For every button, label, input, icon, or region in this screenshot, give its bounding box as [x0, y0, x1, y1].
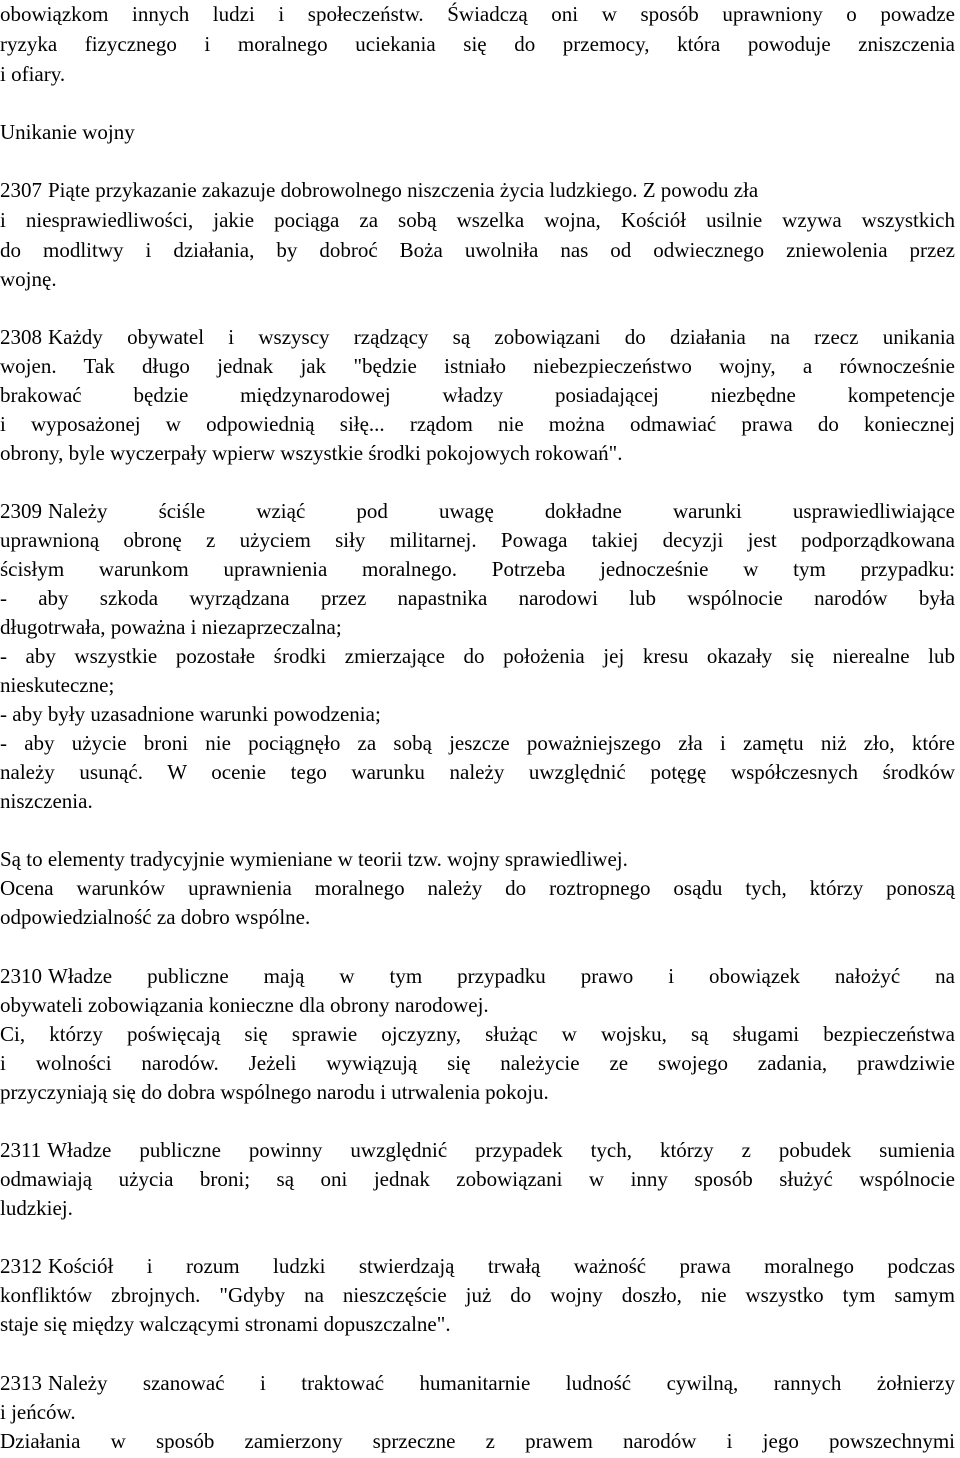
paragraph-2308-line — [0, 323, 955, 352]
text-line: brakować będzie międzynarodowej władzy posiadającej niezbędne kompetencje — [0, 383, 955, 407]
text-line: przyczyniają się do dobra wspólnego narodu i utrwalenia pokoju. — [0, 1080, 549, 1104]
paragraph-text: Każdy obywatel i wszyscy rządzący są zobowiązani do działania na rzecz unikania — [48, 325, 955, 349]
text-line: ścisłym warunkom uprawnienia moralnego. Potrzeba jednocześnie w tym przypadku: — [0, 557, 955, 581]
paragraph-number: 2308 — [0, 325, 42, 349]
text-line: i niesprawiedliwości, jakie pociąga za sobą wszelka wojna, Kościół usilnie wzywa wszystkich — [0, 208, 955, 232]
list-item: - aby wszystkie pozostałe środki zmierzające do położenia jej kresu okazały się nierealne lub — [0, 644, 955, 668]
paragraph-number: 2310 — [0, 964, 42, 988]
paragraph-2307-line — [0, 176, 955, 205]
list-item: - aby użycie broni nie pociągnęło za sobą jeszcze poważniejszego zła i zamętu niż zło, które — [0, 731, 955, 755]
section-heading: Unikanie wojny — [0, 120, 135, 144]
paragraph-2310-line — [0, 962, 955, 991]
text-line: konfliktów zbrojnych. "Gdyby na nieszczęście już do wojny doszło, nie wszystko tym samym — [0, 1283, 955, 1307]
text-line: Działania w sposób zamierzony sprzeczne z prawem narodów i jego powszechnymi — [0, 1429, 955, 1453]
paragraph-2312-line — [0, 1252, 955, 1281]
text-line: i ofiary. — [0, 62, 66, 86]
text-line: Są to elementy tradycyjnie wymieniane w teorii tzw. wojny sprawiedliwej. — [0, 847, 628, 871]
text-line: długotrwała, poważna i niezaprzeczalna; — [0, 615, 342, 639]
list-item: - aby szkoda wyrządzana przez napastnika narodowi lub wspólnocie narodów była — [0, 586, 955, 610]
text-line: ryzyka fizycznego i moralnego uciekania się do przemocy, która powoduje zniszczenia — [0, 32, 955, 56]
paragraph-2309-line — [0, 497, 955, 526]
text-line: ludzkiej. — [0, 1196, 73, 1220]
text-line: odpowiedzialność za dobro wspólne. — [0, 905, 311, 929]
text-line: wojen. Tak długo jednak jak "będzie istniało niebezpieczeństwo wojny, a równocześnie — [0, 354, 955, 378]
paragraph-text: Władze publiczne mają w tym przypadku prawo i obowiązek nałożyć na — [48, 964, 955, 988]
text-line: Ocena warunków uprawnienia moralnego należy do roztropnego osądu tych, którzy ponoszą — [0, 876, 955, 900]
paragraph-text: Władze publiczne powinny uwzględnić przypadek tych, którzy z pobudek sumienia — [47, 1138, 955, 1162]
paragraph-number: 2313 — [0, 1371, 42, 1395]
text-line: obrony, byle wyczerpały wpierw wszystkie środki pokojowych rokowań". — [0, 441, 623, 465]
text-line: niszczenia. — [0, 789, 93, 813]
text-line: staje się między walczącymi stronami dopuszczalne". — [0, 1312, 451, 1336]
text-line: należy usunąć. W ocenie tego warunku należy uwzględnić potęgę współczesnych środków — [0, 760, 955, 784]
paragraph-text: Kościół i rozum ludzki stwierdzają trwałą ważność prawa moralnego podczas — [48, 1254, 955, 1278]
text-line: nieskuteczne; — [0, 673, 115, 697]
paragraph-text: Piąte przykazanie zakazuje dobrowolnego niszczenia życia ludzkiego. Z powodu zła — [48, 178, 759, 202]
text-line: i wyposażonej w odpowiednią siłę... rządom nie można odmawiać prawa do koniecznej — [0, 412, 955, 436]
paragraph-number: 2311 — [0, 1138, 42, 1162]
text-line: odmawiają użycia broni; są oni jednak zobowiązani w inny sposób służyć wspólnocie — [0, 1167, 955, 1191]
paragraph-2313-line — [0, 1369, 955, 1398]
text-line: wojnę. — [0, 267, 57, 291]
paragraph-number: 2312 — [0, 1254, 42, 1278]
list-item: - aby były uzasadnione warunki powodzenia; — [0, 702, 381, 726]
text-line: i wolności narodów. Jeżeli wywiązują się należycie ze swojego zadania, prawdziwie — [0, 1051, 955, 1075]
text-line: obywateli zobowiązania konieczne dla obrony narodowej. — [0, 993, 489, 1017]
text-line: Ci, którzy poświęcają się sprawie ojczyzny, służąc w wojsku, są sługami bezpieczeństwa — [0, 1022, 955, 1046]
text-line: do modlitwy i działania, by dobroć Boża uwolniła nas od odwiecznego zniewolenia przez — [0, 238, 955, 262]
text-line: i jeńców. — [0, 1400, 76, 1424]
paragraph-text: Należy szanować i traktować humanitarnie ludność cywilną, rannych żołnierzy — [48, 1371, 955, 1395]
paragraph-number: 2307 — [0, 178, 42, 202]
paragraph-text: Należy ściśle wziąć pod uwagę dokładne warunki usprawiedliwiające — [48, 499, 955, 523]
text-line: obowiązkom innych ludzi i społeczeństw. Świadczą oni w sposób uprawniony o powadze — [0, 2, 955, 26]
paragraph-2311-line — [0, 1136, 955, 1165]
paragraph-number: 2309 — [0, 499, 42, 523]
text-line: uprawnioną obronę z użyciem siły militarnej. Powaga takiej decyzji jest podporządkowana — [0, 528, 955, 552]
